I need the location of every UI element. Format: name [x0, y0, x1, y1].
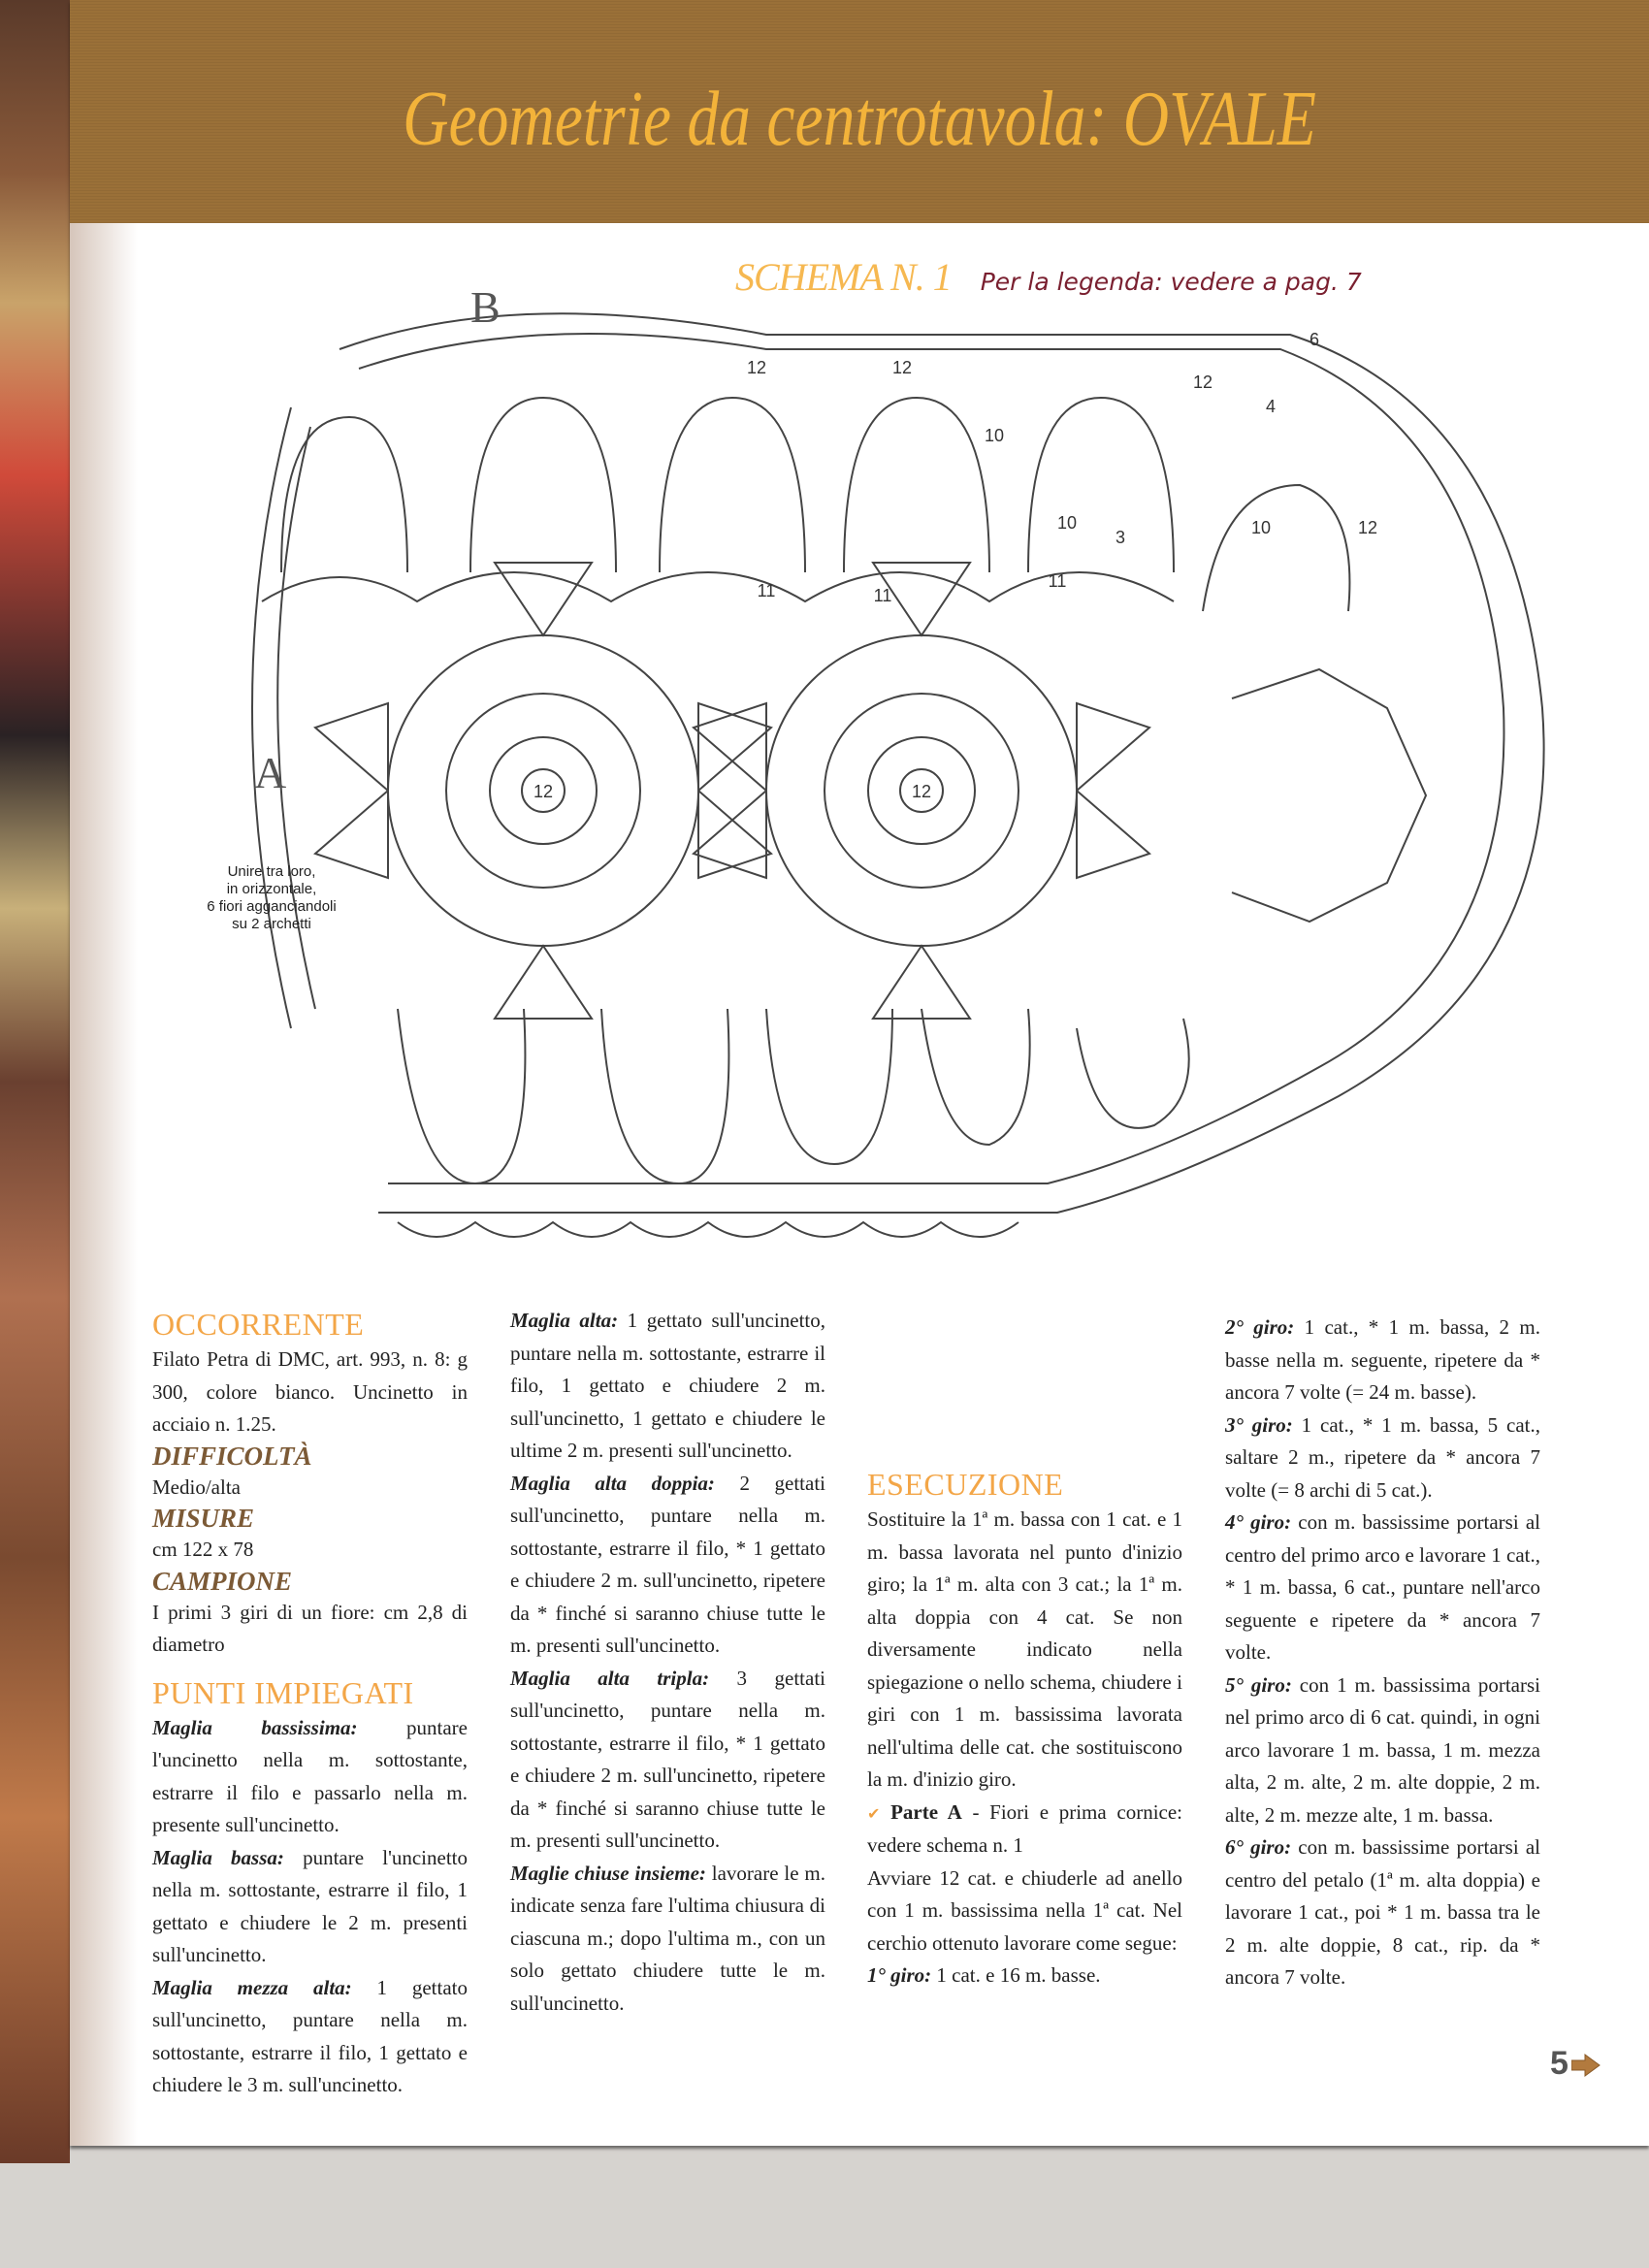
misure-text: cm 122 x 78	[152, 1538, 254, 1561]
crochet-chart	[223, 291, 1562, 1271]
campione-text: I primi 3 giri di un fiore: cm 2,8 di diametro	[152, 1600, 468, 1656]
svg-text:4: 4	[1265, 397, 1277, 416]
stitch-item: Maglia bassissima: puntare l'uncinetto nella m. sottostante, estrarre il filo e passarlo nella m. presente sull'uncinetto.	[152, 1715, 468, 1836]
svg-text:12: 12	[1357, 518, 1378, 537]
giro-item: 4° giro: con m. bassissime portarsi al centro del primo arco e lavorare 1 cat., * 1 m. bassa, 6 cat., puntare nell'arco seguente e ripetere da * ancora 7 volte.	[1225, 1510, 1540, 1664]
svg-text:10: 10	[984, 426, 1005, 445]
column-2	[510, 1305, 825, 2020]
heading-campione: CAMPIONE	[152, 1566, 293, 1596]
heading-punti-impiegati: PUNTI IMPIEGATI	[152, 1674, 414, 1710]
giro-item: 3° giro: 1 cat., * 1 m. bassa, 5 cat., saltare 2 m., ripetere da * ancora 7 volte (= 8 archi di 5 cat.).	[1225, 1412, 1540, 1502]
round-number-12: 12	[746, 358, 767, 377]
difficolta-text: Medio/alta	[152, 1474, 241, 1499]
svg-text:11: 11	[1048, 571, 1067, 591]
stitch-item: Maglia alta doppia: 2 gettati sull'uncinetto, puntare nella m. sottostante, estrarre il filo, * 1 gettato e chiudere 2 m. sull'uncinetto, ripetere da * finché si saranno chiuse tutte le m. presenti sull'uncinetto.	[510, 1471, 826, 1657]
svg-text:12: 12	[1192, 373, 1213, 392]
stitch-item: Maglie chiuse insieme: lavorare le m. indicate senza fare l'ultima chiusura di ciascuna m.; dopo l'ultima m., con un solo gettato chiudere tutte le m. sull'uncinetto.	[510, 1861, 825, 2015]
svg-text:12: 12	[891, 358, 913, 377]
page-title: Geometrie da centrotavola: OVALE	[403, 77, 1316, 162]
stitch-item: Maglia alta tripla: 3 gettati sull'uncinetto, puntare nella m. sottostante, estrarre il filo, * 1 gettato e chiudere 2 m. sull'uncinetto, ripetere da * finché si saranno chiuse tutte le m. presenti sull'uncinetto.	[510, 1666, 825, 1852]
round-number-12-left: 12	[533, 782, 554, 801]
svg-text:11: 11	[873, 586, 892, 605]
occorrente-text: Filato Petra di DMC, art. 993, n. 8: g 300, colore bianco. Uncinetto in acciaio n. 1.25.	[152, 1347, 468, 1436]
column-1	[152, 1305, 468, 2102]
heading-difficolta: DIFFICOLTÀ	[152, 1441, 312, 1471]
join-note: Unire tra loro, in orizzontale, 6 fiori agganciandoli su 2 archetti	[207, 863, 337, 932]
parte-a: ✔ Parte A - Fiori e prima cornice: vedere schema n. 1	[867, 1799, 1183, 1857]
avvio-text: Avviare 12 cat. e chiuderle ad anello con 1 m. bassissima nella 1ª cat. Nel cerchio ottenuto lavorare come segue:	[867, 1865, 1182, 1955]
giro-item: 2° giro: 1 cat., * 1 m. bassa, 2 m. basse nella m. seguente, ripetere da * ancora 7 volte (= 24 m. basse).	[1225, 1315, 1540, 1404]
svg-text:10: 10	[1056, 513, 1078, 533]
section-label-b: B	[470, 282, 501, 332]
page-number: 5	[1550, 2045, 1568, 2082]
giro-item: 1° giro: 1 cat. e 16 m. basse.	[867, 1963, 1101, 1987]
svg-text:10: 10	[1250, 518, 1272, 537]
svg-text:6: 6	[1309, 330, 1320, 349]
check-icon: ✔	[867, 1803, 881, 1823]
stitch-item: Maglia alta: 1 gettato sull'uncinetto, puntare nella m. sottostante, estrarre il filo, 1 gettato e chiudere 2 m. sull'uncinetto, 1 gettato e chiudere le ultime 2 m. presenti sull'uncinetto.	[510, 1309, 825, 1462]
column-3	[867, 1465, 1182, 1993]
stitch-item: Maglia bassa: puntare l'uncinetto nella m. sottostante, estrarre il filo, 1 gettato e chiudere le 2 m. presenti sull'uncinetto.	[152, 1845, 468, 1966]
title-banner	[70, 0, 1649, 223]
schema-title: SCHEMA N. 1	[735, 255, 952, 299]
round-number-12-right: 12	[911, 782, 932, 801]
stitch-item: Maglia mezza alta: 1 gettato sull'uncinetto, puntare nella m. sottostante, estrarre il filo, 1 gettato e chiudere le 3 m. sull'uncinetto.	[152, 1975, 468, 2096]
svg-text:11: 11	[757, 581, 776, 600]
top-arches	[281, 398, 1349, 611]
section-label-a: A	[254, 748, 287, 797]
legend-note: Per la legenda: vedere a pag. 7	[980, 268, 1362, 296]
magazine-spine	[0, 0, 70, 2163]
esecuzione-intro: Sostituire la 1ª m. bassa con 1 cat. e 1 m. bassa lavorata nel punto d'inizio giro; la 1ª m. alta con 3 cat.; la 1ª m. alta doppia con 4 cat. Se non diversamente indicato nella spiegazione o nello schema, chiudere i giri con 1 m. bassissima lavorata nell'ultima delle cat. che sostituiscono la m. d'inizio giro.	[867, 1507, 1182, 1791]
giro-item: 6° giro: con m. bassissime portarsi al centro del petalo (1ª m. alta doppia) e lavorare 1 cat., poi * 1 m. bassa tra le 2 m. alte doppie, 8 cat., rip. da * ancora 7 volte.	[1225, 1835, 1540, 1989]
heading-misure: MISURE	[152, 1504, 255, 1533]
arrow-right-icon[interactable]	[1571, 2053, 1600, 2078]
svg-text:3: 3	[1115, 528, 1126, 547]
heading-occorrente: OCCORRENTE	[152, 1307, 365, 1342]
column-4	[1225, 1312, 1540, 1994]
heading-esecuzione: ESECUZIONE	[867, 1467, 1064, 1502]
giro-item: 5° giro: con 1 m. bassissima portarsi nel primo arco di 6 cat. quindi, in ogni arco lavorare 1 m. bassa, 1 m. mezza alta, 2 m. alte, 2 m. alte doppie, 2 m. alte, 2 m. mezze alte, 1 m. bassa.	[1225, 1672, 1541, 1827]
